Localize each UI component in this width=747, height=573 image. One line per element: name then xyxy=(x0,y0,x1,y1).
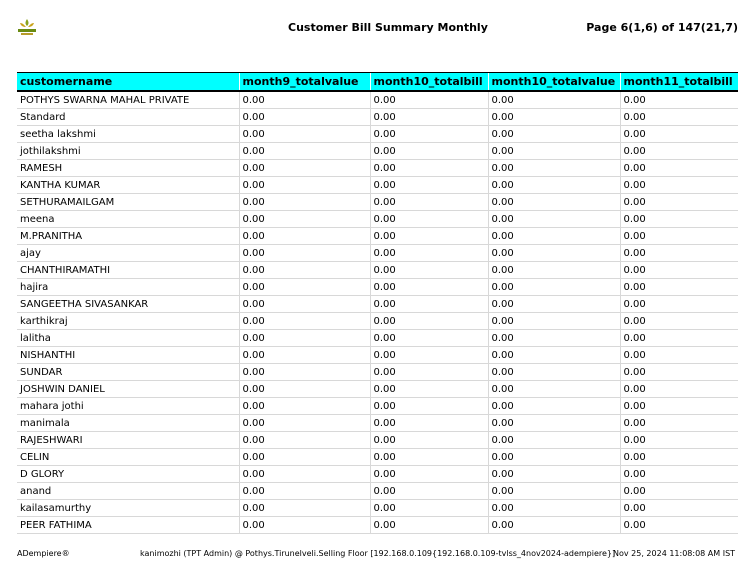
month9-totalvalue-cell: 0.00 xyxy=(239,143,370,160)
month9-totalvalue-cell: 0.00 xyxy=(239,194,370,211)
customer-name-cell: PEER FATHIMA xyxy=(17,517,239,534)
month10-totalvalue-cell: 0.00 xyxy=(488,483,620,500)
month10-totalvalue-cell: 0.00 xyxy=(488,228,620,245)
month9-totalvalue-cell: 0.00 xyxy=(239,517,370,534)
month11-totalbill-cell: 0.00 xyxy=(620,177,738,194)
month10-totalbill-cell: 0.00 xyxy=(370,109,488,126)
customer-name-cell: KANTHA KUMAR xyxy=(17,177,239,194)
month10-totalvalue-cell: 0.00 xyxy=(488,194,620,211)
month9-totalvalue-cell: 0.00 xyxy=(239,279,370,296)
table-row xyxy=(17,194,738,211)
month9-totalvalue-cell: 0.00 xyxy=(239,466,370,483)
month9-totalvalue-cell: 0.00 xyxy=(239,500,370,517)
month9-totalvalue-cell: 0.00 xyxy=(239,109,370,126)
month10-totalbill-cell: 0.00 xyxy=(370,296,488,313)
month10-totalvalue-cell: 0.00 xyxy=(488,517,620,534)
month9-totalvalue-cell: 0.00 xyxy=(239,432,370,449)
table-row xyxy=(17,211,738,228)
month11-totalbill-cell: 0.00 xyxy=(620,194,738,211)
month10-totalbill-cell: 0.00 xyxy=(370,245,488,262)
month9-totalvalue-cell: 0.00 xyxy=(239,483,370,500)
table-row xyxy=(17,415,738,432)
customer-name-cell: mahara jothi xyxy=(17,398,239,415)
month11-totalbill-cell: 0.00 xyxy=(620,500,738,517)
month10-totalbill-cell: 0.00 xyxy=(370,279,488,296)
month9-totalvalue-cell: 0.00 xyxy=(239,398,370,415)
customer-name-cell: SANGEETHA SIVASANKAR xyxy=(17,296,239,313)
report-title: Customer Bill Summary Monthly xyxy=(288,21,488,34)
month10-totalbill-cell: 0.00 xyxy=(370,347,488,364)
table-row xyxy=(17,313,738,330)
table-row xyxy=(17,347,738,364)
month11-totalbill-cell: 0.00 xyxy=(620,109,738,126)
month9-totalvalue-cell: 0.00 xyxy=(239,364,370,381)
month10-totalvalue-cell: 0.00 xyxy=(488,262,620,279)
customer-name-cell: seetha lakshmi xyxy=(17,126,239,143)
month9-totalvalue-cell: 0.00 xyxy=(239,381,370,398)
month11-totalbill-cell: 0.00 xyxy=(620,143,738,160)
table-row xyxy=(17,109,738,126)
month11-totalbill-cell: 0.00 xyxy=(620,126,738,143)
table-row xyxy=(17,432,738,449)
month10-totalbill-cell: 0.00 xyxy=(370,313,488,330)
customer-name-cell: D GLORY xyxy=(17,466,239,483)
customer-name-cell: karthikraj xyxy=(17,313,239,330)
month10-totalbill-cell: 0.00 xyxy=(370,432,488,449)
month10-totalvalue-cell: 0.00 xyxy=(488,177,620,194)
month9-totalvalue-cell: 0.00 xyxy=(239,347,370,364)
month10-totalvalue-cell: 0.00 xyxy=(488,500,620,517)
table-row xyxy=(17,483,738,500)
customer-name-cell: SETHURAMAILGAM xyxy=(17,194,239,211)
month11-totalbill-cell: 0.00 xyxy=(620,313,738,330)
month11-totalbill-cell: 0.00 xyxy=(620,160,738,177)
table-row xyxy=(17,228,738,245)
month9-totalvalue-cell: 0.00 xyxy=(239,228,370,245)
customer-name-cell: NISHANTHI xyxy=(17,347,239,364)
customer-name-cell: meena xyxy=(17,211,239,228)
month11-totalbill-cell: 0.00 xyxy=(620,415,738,432)
customer-name-cell: POTHYS SWARNA MAHAL PRIVATE xyxy=(17,91,239,109)
month11-totalbill-cell: 0.00 xyxy=(620,364,738,381)
table-row xyxy=(17,381,738,398)
customer-name-cell: JOSHWIN DANIEL xyxy=(17,381,239,398)
customer-name-cell: SUNDAR xyxy=(17,364,239,381)
month10-totalbill-cell: 0.00 xyxy=(370,483,488,500)
header-row xyxy=(17,73,738,92)
month10-totalbill-cell: 0.00 xyxy=(370,364,488,381)
customer-name-cell: jothilakshmi xyxy=(17,143,239,160)
table-row xyxy=(17,262,738,279)
month10-totalvalue-cell: 0.00 xyxy=(488,91,620,109)
month10-totalbill-cell: 0.00 xyxy=(370,143,488,160)
month10-totalbill-cell: 0.00 xyxy=(370,381,488,398)
table-row xyxy=(17,364,738,381)
month10-totalvalue-cell: 0.00 xyxy=(488,449,620,466)
month10-totalbill-cell: 0.00 xyxy=(370,194,488,211)
month10-totalbill-cell: 0.00 xyxy=(370,126,488,143)
month10-totalbill-cell: 0.00 xyxy=(370,466,488,483)
customer-name-cell: anand xyxy=(17,483,239,500)
table-row xyxy=(17,126,738,143)
month10-totalvalue-cell: 0.00 xyxy=(488,415,620,432)
customer-name-cell: RAJESHWARI xyxy=(17,432,239,449)
month11-totalbill-cell: 0.00 xyxy=(620,245,738,262)
footer-brand: ADempiere® xyxy=(17,549,70,558)
month10-totalvalue-cell: 0.00 xyxy=(488,364,620,381)
month11-totalbill-cell: 0.00 xyxy=(620,211,738,228)
customer-name-cell: ajay xyxy=(17,245,239,262)
month11-totalbill-cell: 0.00 xyxy=(620,483,738,500)
footer-timestamp: Nov 25, 2024 11:08:08 AM IST xyxy=(613,549,736,558)
month9-totalvalue-cell: 0.00 xyxy=(239,296,370,313)
page-indicator: Page 6(1,6) of 147(21,7) xyxy=(586,21,738,34)
table-row xyxy=(17,91,738,109)
table-row xyxy=(17,160,738,177)
month11-totalbill-cell: 0.00 xyxy=(620,449,738,466)
customer-name-cell: M.PRANITHA xyxy=(17,228,239,245)
month11-totalbill-cell: 0.00 xyxy=(620,330,738,347)
pothys-logo-icon xyxy=(16,18,38,36)
column-header-customername[interactable]: customername xyxy=(17,73,239,92)
month10-totalvalue-cell: 0.00 xyxy=(488,109,620,126)
customer-name-cell: kailasamurthy xyxy=(17,500,239,517)
table-row xyxy=(17,330,738,347)
month9-totalvalue-cell: 0.00 xyxy=(239,262,370,279)
month10-totalvalue-cell: 0.00 xyxy=(488,245,620,262)
footer-user-info: kanimozhi (TPT Admin) @ Pothys.Tirunelveli.Selling Floor [192.168.0.109{192.168.0.109-tvlss_4nov2024-adempiere}] xyxy=(140,549,616,558)
table-row xyxy=(17,177,738,194)
month9-totalvalue-cell: 0.00 xyxy=(239,415,370,432)
customer-name-cell: manimala xyxy=(17,415,239,432)
customer-name-cell: hajira xyxy=(17,279,239,296)
customer-name-cell: lalitha xyxy=(17,330,239,347)
month10-totalbill-cell: 0.00 xyxy=(370,262,488,279)
month10-totalvalue-cell: 0.00 xyxy=(488,347,620,364)
month10-totalvalue-cell: 0.00 xyxy=(488,126,620,143)
column-header-month10-totalvalue[interactable]: month10_totalvalue xyxy=(488,73,620,92)
month10-totalbill-cell: 0.00 xyxy=(370,398,488,415)
month11-totalbill-cell: 0.00 xyxy=(620,228,738,245)
month11-totalbill-cell: 0.00 xyxy=(620,296,738,313)
month9-totalvalue-cell: 0.00 xyxy=(239,126,370,143)
table-row xyxy=(17,296,738,313)
month9-totalvalue-cell: 0.00 xyxy=(239,245,370,262)
month10-totalbill-cell: 0.00 xyxy=(370,160,488,177)
month11-totalbill-cell: 0.00 xyxy=(620,262,738,279)
month10-totalbill-cell: 0.00 xyxy=(370,91,488,109)
month11-totalbill-cell: 0.00 xyxy=(620,466,738,483)
customer-name-cell: CHANTHIRAMATHI xyxy=(17,262,239,279)
report-table xyxy=(17,72,738,534)
month9-totalvalue-cell: 0.00 xyxy=(239,91,370,109)
month10-totalvalue-cell: 0.00 xyxy=(488,330,620,347)
month11-totalbill-cell: 0.00 xyxy=(620,347,738,364)
month9-totalvalue-cell: 0.00 xyxy=(239,211,370,228)
month10-totalbill-cell: 0.00 xyxy=(370,517,488,534)
month10-totalbill-cell: 0.00 xyxy=(370,177,488,194)
table-row xyxy=(17,245,738,262)
month11-totalbill-cell: 0.00 xyxy=(620,398,738,415)
month10-totalvalue-cell: 0.00 xyxy=(488,160,620,177)
month10-totalvalue-cell: 0.00 xyxy=(488,211,620,228)
table-row xyxy=(17,398,738,415)
customer-name-cell: RAMESH xyxy=(17,160,239,177)
month11-totalbill-cell: 0.00 xyxy=(620,381,738,398)
month10-totalvalue-cell: 0.00 xyxy=(488,466,620,483)
customer-name-cell: CELIN xyxy=(17,449,239,466)
table-row xyxy=(17,143,738,160)
month10-totalvalue-cell: 0.00 xyxy=(488,296,620,313)
month10-totalvalue-cell: 0.00 xyxy=(488,143,620,160)
table-row xyxy=(17,466,738,483)
month10-totalvalue-cell: 0.00 xyxy=(488,381,620,398)
month10-totalbill-cell: 0.00 xyxy=(370,330,488,347)
table-row xyxy=(17,517,738,534)
month9-totalvalue-cell: 0.00 xyxy=(239,177,370,194)
table-row xyxy=(17,500,738,517)
column-header-month11-totalbill[interactable]: month11_totalbill xyxy=(620,73,738,92)
month10-totalvalue-cell: 0.00 xyxy=(488,313,620,330)
column-header-month10-totalbill[interactable]: month10_totalbill xyxy=(370,73,488,92)
month9-totalvalue-cell: 0.00 xyxy=(239,160,370,177)
month10-totalbill-cell: 0.00 xyxy=(370,500,488,517)
month10-totalbill-cell: 0.00 xyxy=(370,415,488,432)
table-row xyxy=(17,449,738,466)
month10-totalbill-cell: 0.00 xyxy=(370,211,488,228)
month10-totalbill-cell: 0.00 xyxy=(370,449,488,466)
month10-totalvalue-cell: 0.00 xyxy=(488,279,620,296)
month11-totalbill-cell: 0.00 xyxy=(620,432,738,449)
month9-totalvalue-cell: 0.00 xyxy=(239,330,370,347)
month11-totalbill-cell: 0.00 xyxy=(620,517,738,534)
month10-totalvalue-cell: 0.00 xyxy=(488,432,620,449)
month11-totalbill-cell: 0.00 xyxy=(620,91,738,109)
column-header-month9-totalvalue[interactable]: month9_totalvalue xyxy=(239,73,370,92)
customer-name-cell: Standard xyxy=(17,109,239,126)
table-row xyxy=(17,279,738,296)
month9-totalvalue-cell: 0.00 xyxy=(239,449,370,466)
month10-totalvalue-cell: 0.00 xyxy=(488,398,620,415)
month9-totalvalue-cell: 0.00 xyxy=(239,313,370,330)
month10-totalbill-cell: 0.00 xyxy=(370,228,488,245)
month11-totalbill-cell: 0.00 xyxy=(620,279,738,296)
